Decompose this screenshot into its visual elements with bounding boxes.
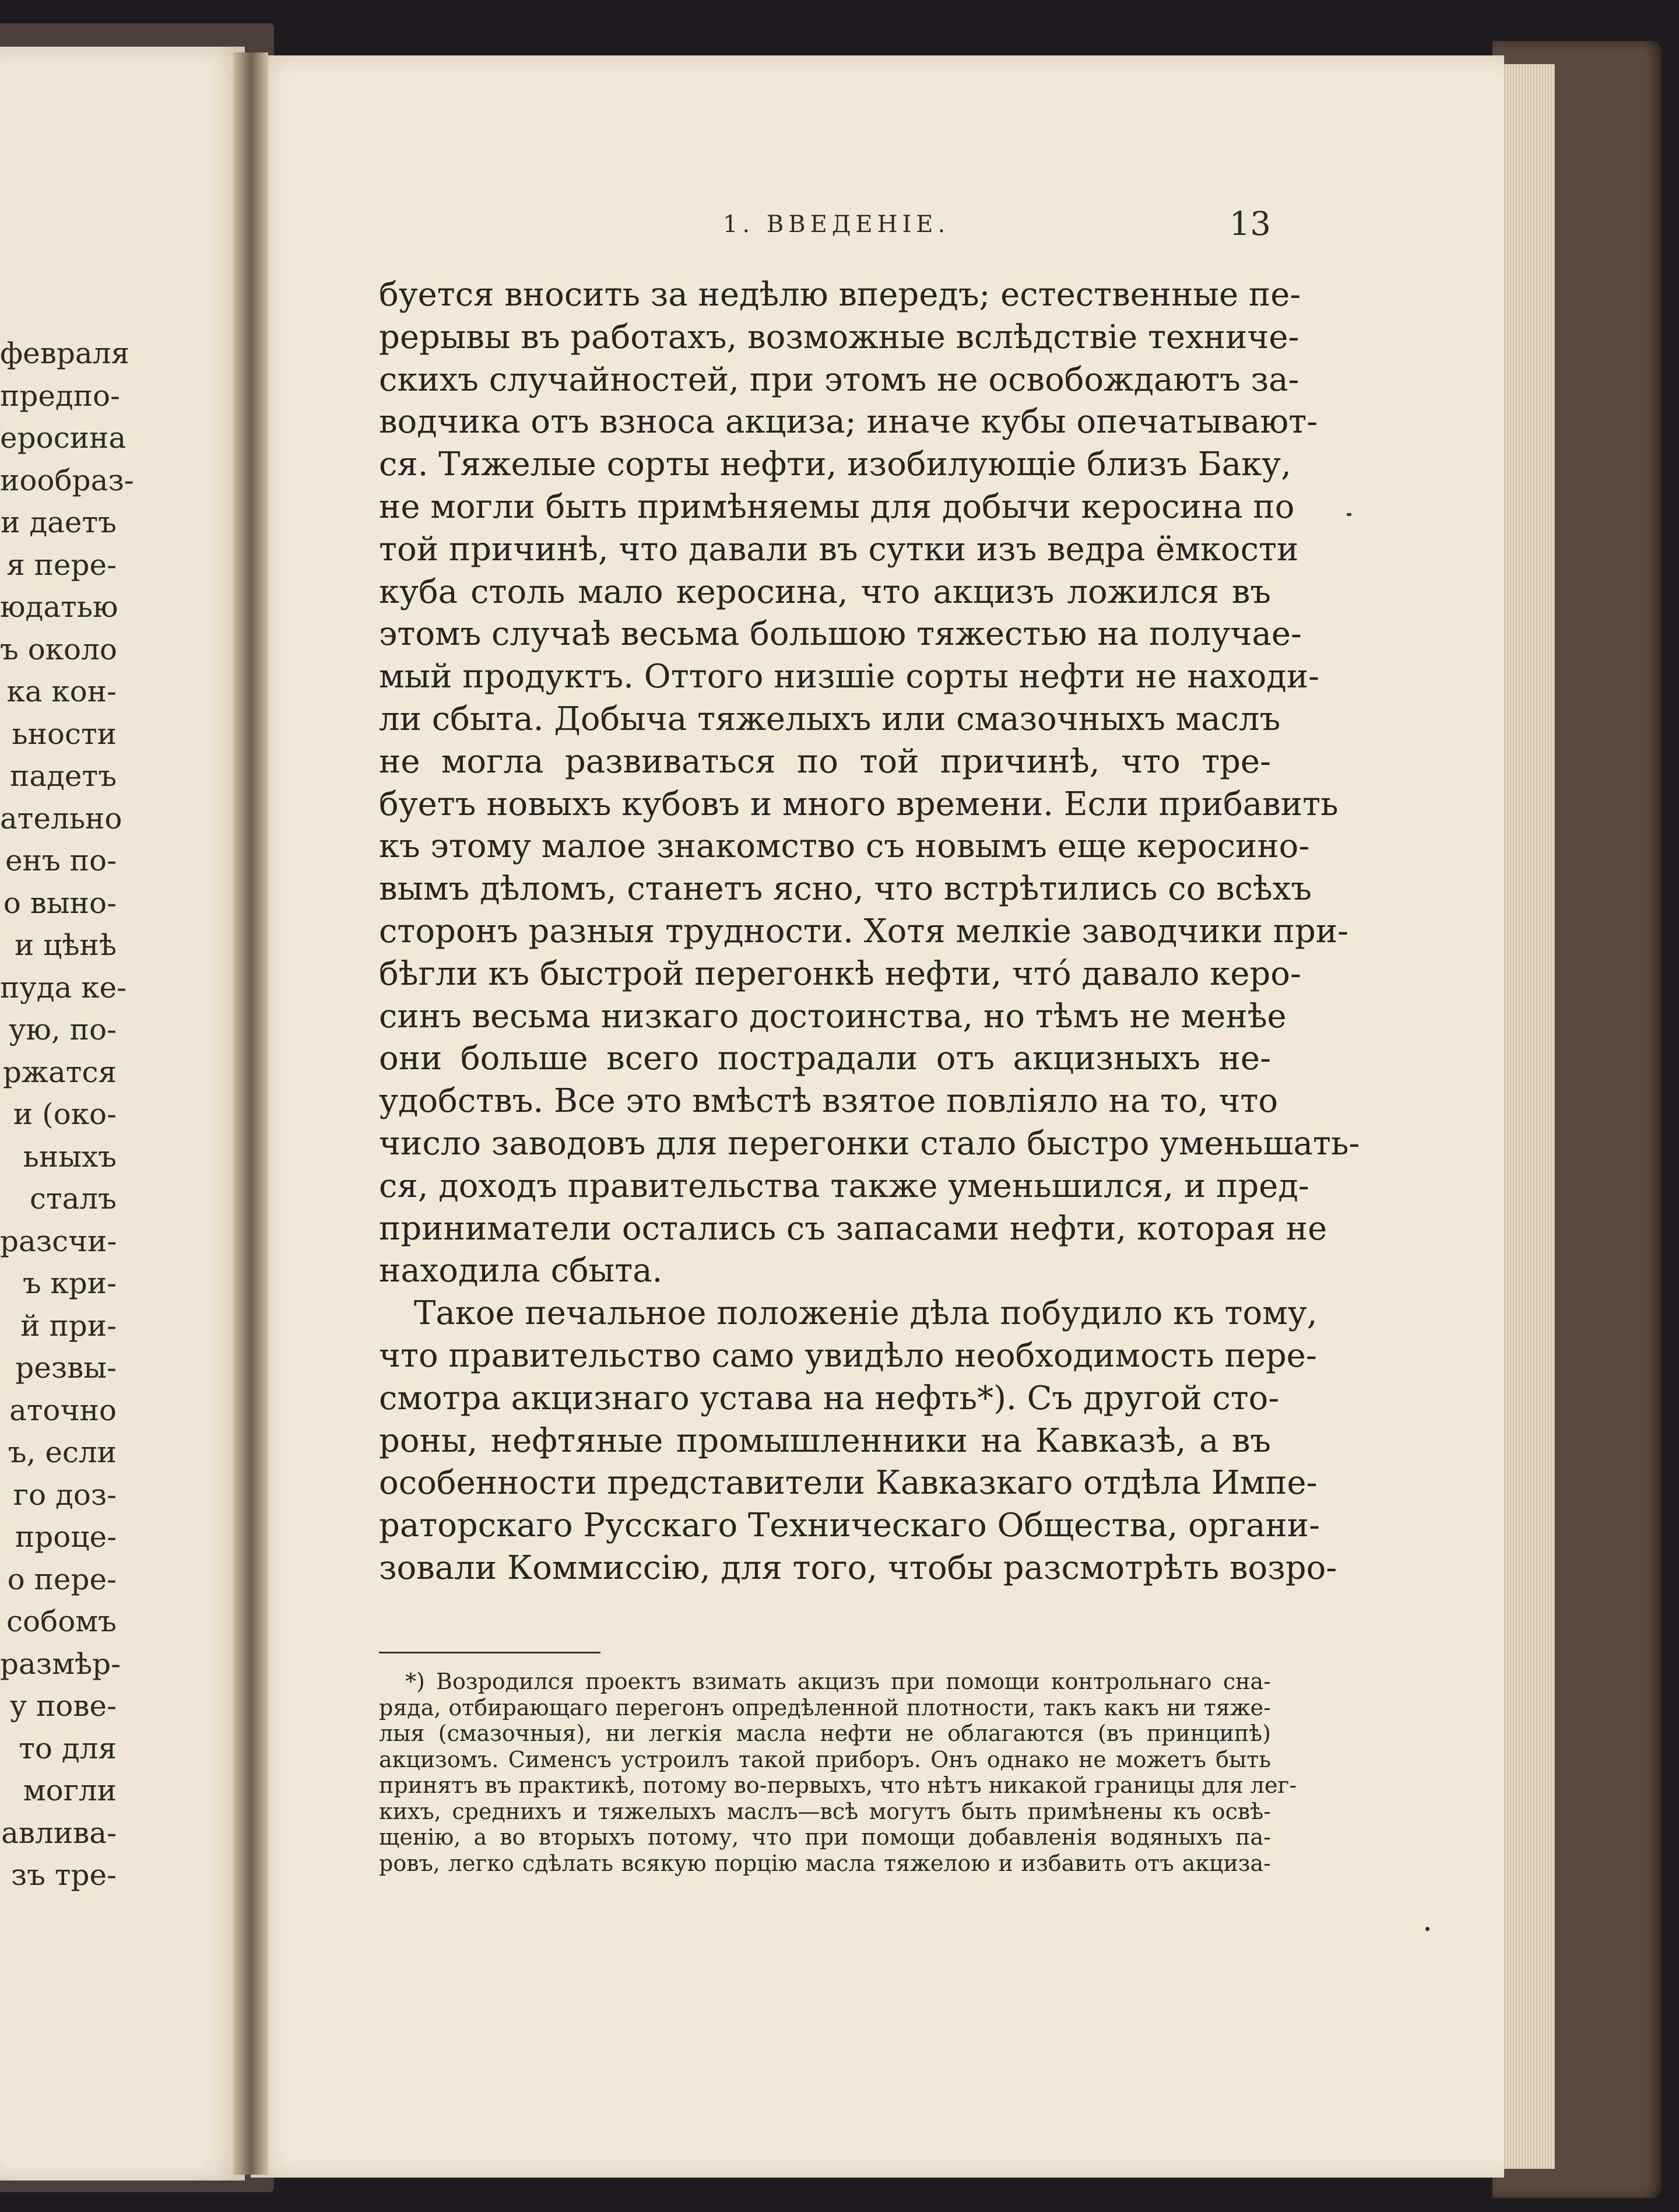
text-line: этомъ случаѣ весьма большою тяжестью на получае- [379,615,1302,654]
text-line: скихъ случайностей, при этомъ не освобождаютъ за- [379,360,1299,399]
text-line: буетъ новыхъ кубовъ и много времени. Если прибавить [379,785,1339,823]
text-line: синъ весьма низкаго достоинства, но тѣмъ не менѣе [379,997,1287,1035]
footnote-text [379,1669,1297,1876]
left-page-line: аточно [9,1393,117,1427]
left-page-line: проце- [15,1520,117,1554]
left-page-line: ательно [0,801,122,835]
body-text [379,274,1360,1590]
left-page-line: енъ по- [5,844,117,877]
text-line: буется вносить за недѣлю впередъ; естественные пе- [379,276,1301,314]
text-line: не могли быть примѣняемы для добычи керосина по [379,487,1295,526]
text-line: куба столь мало керосина, что акцизъ ложился въ [379,573,1271,611]
left-page-line: авлива- [1,1816,117,1850]
left-page-line: ржатся [2,1055,117,1089]
text-line: раторскаго Русскаго Техническаго Общества, органи- [379,1507,1320,1545]
left-page-line: й при- [20,1308,117,1343]
footnote-line: ряда, отбирающаго перегонъ опредѣленной плотности, такъ какъ ни тяже- [379,1694,1271,1721]
footnote-line: *) Возродился проектъ взимать акцизъ при помощи контрольнаго сна- [405,1669,1271,1694]
left-page [0,47,245,2181]
left-page-line: о выно- [3,886,117,920]
footnote-line: принятъ въ практикѣ, потому во-первыхъ, что нѣтъ никакой границы для лег- [379,1772,1297,1798]
left-page-line: юдатью [0,590,118,624]
left-page-line: и цѣнѣ [15,928,117,962]
footnote-line: ровъ, легко сдѣлать всякую порцію масла тяжелою и избавить отъ акциза- [379,1850,1271,1876]
left-page-line: резвы- [15,1351,117,1385]
text-line: роны, нефтяные промышленники на Кавказѣ, а въ [379,1421,1271,1460]
left-page-line: еросина [0,421,127,455]
left-page-line: ка кон- [6,675,117,708]
left-page-line: сталъ [29,1182,117,1216]
text-line: находила сбыта. [379,1252,663,1290]
text-line: ся. Тяжелые сорты нефти, изобилующіе близъ Баку, [379,445,1291,484]
left-page-line: ъ около [0,632,118,666]
text-line: приниматели остались съ запасами нефти, которая не [379,1209,1327,1248]
footnote-line: акцизомъ. Сименсъ устроилъ такой приборъ. Онъ однако не можетъ быть [379,1746,1271,1772]
left-page-line: разсчи- [0,1224,117,1258]
text-line: смотра акцизнаго устава на нефть*). Съ другой сто- [379,1379,1280,1417]
left-page-line: размѣр- [0,1646,121,1681]
footnote-line: лыя (смазочныя), ни легкія масла нефти не облагаются (въ принципѣ) [379,1721,1271,1746]
left-page-line: о пере- [7,1562,117,1596]
text-line: удобствъ. Все это вмѣстѣ взятое повліяло на то, что [379,1082,1278,1121]
margin-mark [1347,513,1351,516]
left-page-line: предпо- [0,378,121,413]
page-header [379,204,1271,245]
text-line: бѣгли къ быстрой перегонкѣ нефти, что́ давало керо- [379,954,1301,993]
running-head: 1. ВВЕДЕНІЕ. [723,211,950,238]
left-page-line: иообраз- [0,463,134,497]
left-page-line: ую, по- [8,1013,117,1047]
left-page-line: собомъ [6,1604,117,1638]
left-page-line: и даетъ [1,505,117,539]
left-page-line: зъ тре- [10,1858,117,1892]
text-line: особенности представители Кавказкаго отдѣла Импе- [379,1464,1318,1502]
footnote-line: кихъ, среднихъ и тяжелыхъ маслъ—всѣ могутъ быть примѣнены къ освѣ- [379,1798,1271,1824]
left-page-line: ъ кри- [22,1266,117,1300]
text-line: зовали Коммиссію, для того, чтобы разсмотрѣть возро- [379,1549,1337,1587]
margin-dot [1425,1927,1429,1931]
left-page-line: и (око- [13,1097,117,1131]
left-page-line: го доз- [13,1477,117,1512]
left-page-line: ъ, если [8,1435,117,1469]
page-number: 13 [1229,205,1271,243]
left-page-line: могли [23,1774,117,1807]
text-line: ли сбыта. Добыча тяжелыхъ или смазочныхъ маслъ [379,700,1281,738]
left-page-line: то для [19,1731,117,1765]
left-page-line: ьности [12,717,117,751]
text-line: водчика отъ взноса акциза; иначе кубы опечатывают- [379,403,1318,441]
text-line: мый продуктъ. Оттого низшіе сорты нефти не находи- [379,658,1320,696]
text-line: что правительство само увидѣло необходимость пере- [379,1336,1317,1375]
left-page-text [0,332,134,1897]
left-page-line: февраля [0,336,129,370]
text-line: ся, доходъ правительства также уменьшился, и пред- [379,1167,1309,1205]
book-gutter [233,52,268,2175]
text-line: Такое печальное положеніе дѣла побудило къ тому, [414,1294,1318,1333]
text-line: вымъ дѣломъ, станетъ ясно, что встрѣтились со всѣхъ [379,870,1312,908]
text-line: число заводовъ для перегонки стало быстро уменьшать- [379,1124,1360,1163]
text-line: сторонъ разныя трудности. Хотя мелкіе заводчики при- [379,912,1349,950]
footnote-rule [379,1652,600,1653]
left-page-line: падетъ [10,759,117,793]
left-page-line: я пере- [6,547,117,582]
text-line: рерывы въ работахъ, возможные вслѣдствіе техниче- [379,318,1299,356]
text-line: не могла развиваться по той причинѣ, что тре- [379,742,1271,781]
left-page-line: пуда ке- [0,970,127,1005]
footnote-line: щенію, а во вторыхъ потому, что при помощи добавленія водяныхъ па- [379,1824,1271,1850]
text-line: къ этому малое знакомство съ новымъ еще керосино- [379,827,1310,866]
left-page-line: у пове- [9,1689,117,1723]
left-page-line: ьныхъ [23,1139,117,1174]
text-line: они больше всего пострадали отъ акцизныхъ не- [379,1040,1271,1078]
text-line: той причинѣ, что давали въ сутки изъ ведра ёмкости [379,530,1299,568]
